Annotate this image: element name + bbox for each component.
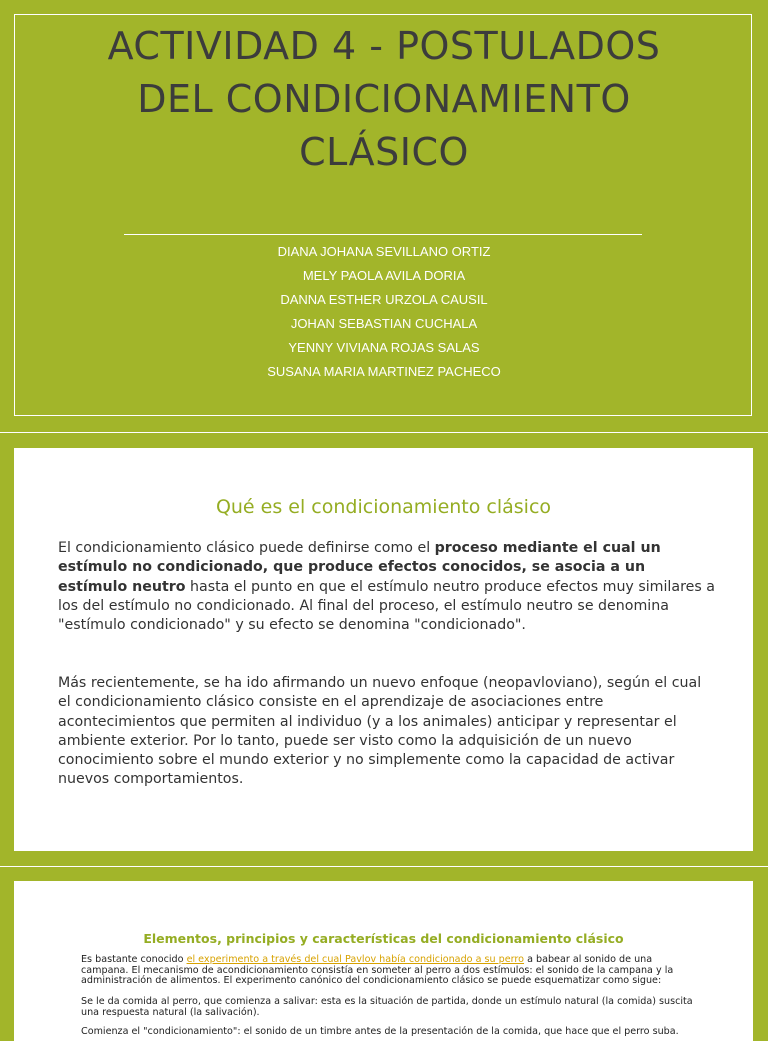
content-panel xyxy=(14,448,753,851)
title-line: ACTIVIDAD 4 - POSTULADOS xyxy=(107,24,661,68)
author-name: MELY PAOLA AVILA DORIA xyxy=(302,268,466,283)
author-name: DIANA JOHANA SEVILLANO ORTIZ xyxy=(277,244,491,259)
section-heading: Qué es el condicionamiento clásico xyxy=(215,496,552,518)
experiment-link[interactable]: el experimento a través del cual Pavlov había condicionado a su perro xyxy=(186,954,525,965)
title-line: DEL CONDICIONAMIENTO xyxy=(137,77,631,121)
definition-slide xyxy=(0,433,768,866)
paragraph-text: hasta el punto en que el estímulo neutro produce efectos muy similares a los del estímulo no condicionado. Al final del proceso, el estímulo neutro se denomina "estímulo condicionado" y su efecto se denomina "condicionado". xyxy=(58,578,715,634)
section-heading: Elementos, principios y características del condicionamiento clásico xyxy=(143,931,624,946)
paragraph-text: Es bastante conocido xyxy=(81,954,187,965)
paragraph-text: El condicionamiento clásico puede definirse como el xyxy=(58,540,435,556)
elements-slide xyxy=(0,867,768,1037)
emphasis-text: proceso mediante el cual un estímulo no condicionado, que produce efectos conocidos, se asocia a un estímulo neutro xyxy=(58,540,661,595)
paragraph-text: a babear al sonido de una campana. El mecanismo de acondicionamiento consistía en someter al perro a dos estímulos: el sonido de la campana y la administración de alimentos. El experimento canónico del condicionamiento clásico se puede esquematizar como sigue: xyxy=(81,954,674,986)
title-slide xyxy=(0,0,768,432)
paragraph: Más recientemente, se ha ido afirmando un nuevo enfoque (neopavloviano), según el cual el condicionamiento clásico consiste en el aprendizaje de asociaciones entre acontecimientos que permiten al individuo (y a los animales) anticipar y representar el ambiente exterior. Por lo tanto, puede ser visto como la adquisición de un nuevo conocimiento sobre el mundo exterior y no simplemente como la capacidad de activar nuevos comportamientos. xyxy=(58,675,702,788)
paragraph: Comienza el "condicionamiento": el sonido de un timbre antes de la presentación de la comida, que hace que el perro suba. xyxy=(81,1026,679,1037)
author-name: SUSANA MARIA MARTINEZ PACHECO xyxy=(267,364,501,379)
author-name: JOHAN SEBASTIAN CUCHALA xyxy=(290,316,478,331)
authors-list xyxy=(0,240,768,384)
author-name: DANNA ESTHER URZOLA CAUSIL xyxy=(280,292,488,307)
slide-title xyxy=(40,20,728,179)
paragraph: Se le da comida al perro, que comienza a salivar: esta es la situación de partida, donde un estímulo natural (la comida) suscita una respuesta natural (la salivación). xyxy=(81,996,693,1018)
author-name: YENNY VIVIANA ROJAS SALAS xyxy=(288,340,480,355)
title-divider xyxy=(124,234,642,235)
content-panel xyxy=(14,881,753,1041)
title-line: CLÁSICO xyxy=(299,130,469,174)
paragraph xyxy=(81,955,693,987)
paragraph xyxy=(58,539,718,635)
